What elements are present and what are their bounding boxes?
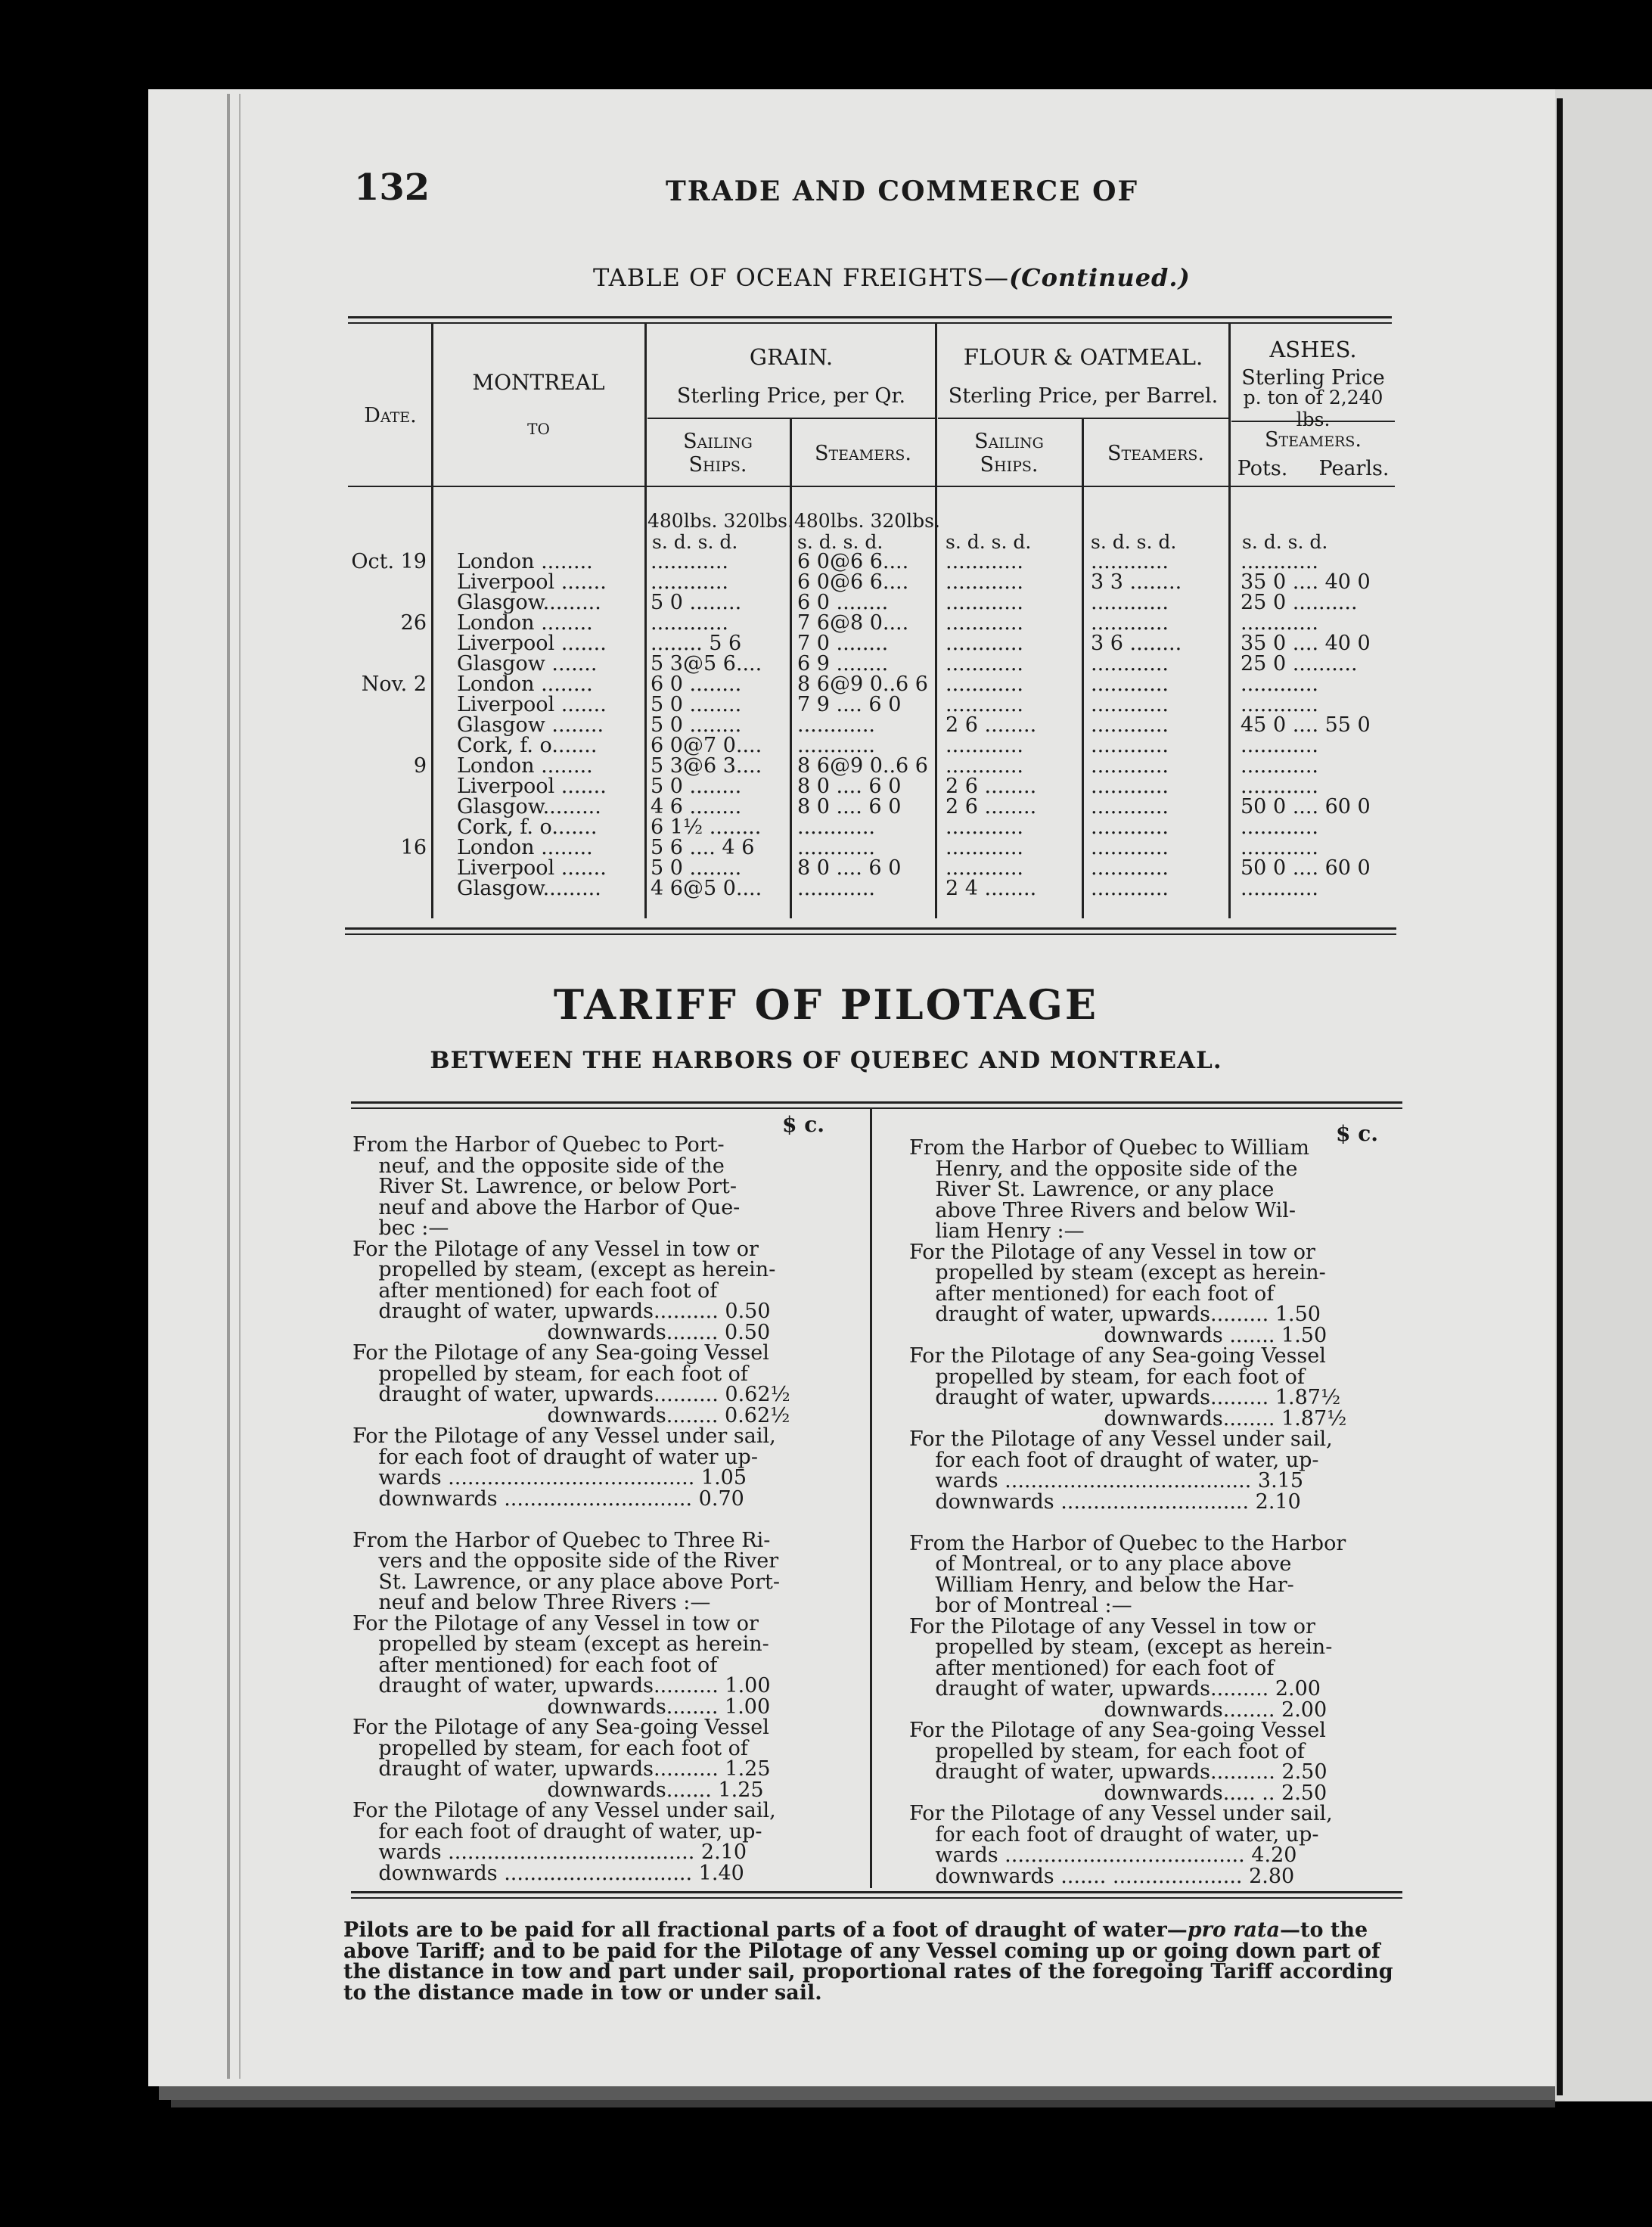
table-top-rule-2 — [348, 322, 1392, 324]
note-pro-rata: pro rata — [1187, 1918, 1280, 1942]
table-row: Nov. 2 London ........ 6 0 ........ 8 6@9 0..6 6 ............ ............ ............ — [361, 672, 1318, 696]
header-grain: GRAIN. — [749, 344, 834, 370]
unit-sd-grain-sailing: s. d. s. d. — [652, 531, 738, 553]
pilotage-top-rule-2 — [351, 1107, 1402, 1109]
header-date: Date. — [364, 404, 417, 427]
table-row: Cork, f. o....... 6 1½ ........ ............ ............ ............ ............ — [457, 815, 1318, 839]
table-row: Glasgow......... 5 0 ........ 6 0 ........ ............ ............ 25 0 .......... — [457, 591, 1358, 614]
header-ashes-steamers: Steamers. — [1265, 428, 1362, 452]
table-title-continued: (Continued.) — [1009, 263, 1191, 292]
header-to: TO — [527, 420, 550, 438]
table-row: Glasgow......... 4 6@5 0.... ............ 2 4 ........ ............ ............ — [457, 877, 1318, 900]
header-flour: FLOUR & OATMEAL. — [963, 344, 1203, 370]
pilotage-top-rule — [351, 1101, 1402, 1104]
pilotage-bottom-rule-2 — [351, 1897, 1402, 1899]
pilotage-title: TARIFF OF PILOTAGE — [553, 980, 1099, 1029]
page-stack-edge-lower — [171, 2100, 1555, 2107]
running-head: TRADE AND COMMERCE OF — [666, 175, 1139, 207]
table-row: 9 London ........ 5 3@6 3.... 8 6@9 0..6 6 ............ ............ ............ — [413, 754, 1318, 778]
table-row: Liverpool ....... ............ 6 0@6 6.... ............ 3 3 ........ 35 0 .... 40 0 — [457, 570, 1371, 594]
table-row: Glasgow ....... 5 3@5 6.... 6 9 ........ ............ ............ 25 0 .......... — [457, 652, 1358, 676]
header-grain-steamers: Steamers. — [815, 442, 911, 465]
page-number: 132 — [354, 166, 430, 209]
dollar-header-left: $ c. — [782, 1112, 825, 1137]
header-grain-sub: Sterling Price, per Qr. — [676, 384, 906, 408]
unit-sd-flour-steamers: s. d. s. d. — [1091, 531, 1177, 553]
header-pearls: Pearls. — [1318, 457, 1390, 480]
table-title: TABLE OF OCEAN FREIGHTS—(Continued.) — [593, 263, 1191, 292]
grain-sailing-weights: 480lbs. 320lbs. — [647, 510, 793, 532]
pilotage-left-column: From the Harbor of Quebec to Port- neuf, and the opposite side of the River St. Lawrence, or below Port- neuf and above the Harbor of Que- bec :— For the Pilotage of any Vessel in tow or propelled by steam, (except as herein- after mentioned) for each foot of draught of water, upwards.......... 0.50 downwards........ 0.50 For the Pilotage of any Sea-going Vessel propelled by steam, for each foot of draught of water, upwards.......... 0.62½ downwards........ 0.62½ For the Pilotage of any Vessel under sail, for each foot of draught of water up- wards ...................................... 1.05 downwards ............................. 0.70 From the Harbor of Quebec to Three Ri- vers and the opposite side of the River St. Lawrence, or any place above Port- neuf and below Three Rivers :— For the Pilotage of any Vessel in tow or propelled by steam (except as herein- after mentioned) for each foot of draught of water, upwards.......... 1.00 downwards........ 1.00 For the Pilotage of any Sea-going Vessel propelled by steam, for each foot of draught of water, upwards.......... 1.25 downwards....... 1.25 For the Pilotage of any Vessel under sail, for each foot of draught of water, up- wards ...................................... 2.10 downwards ............................. 1.40 — [352, 1133, 790, 1885]
unit-sd-flour-sailing: s. d. s. d. — [946, 531, 1032, 553]
pilotage-col-sep — [870, 1109, 872, 1888]
table-bottom-rule-2 — [345, 933, 1396, 935]
table-row: Liverpool ....... ........ 5 6 7 0 ........ ............ 3 6 ........ 35 0 .... 40 0 — [457, 632, 1371, 655]
page-stack-edge — [159, 2086, 1555, 2100]
table-row: Liverpool ....... 5 0 ........ 7 9 .... 6 0 ............ ............ ............ — [457, 693, 1318, 716]
header-montreal: MONTREAL — [472, 370, 605, 395]
pilotage-subtitle: BETWEEN THE HARBORS OF QUEBEC AND MONTREAL. — [430, 1047, 1222, 1074]
unit-sd-grain-steamers: s. d. s. d. — [797, 531, 883, 553]
table-row: Glasgow......... 4 6 ........ 8 0 .... 6 0 2 6 ........ ............ 50 0 .... 60 0 — [457, 795, 1371, 818]
page-inner-margin-line-2 — [239, 94, 241, 2079]
table-row: Cork, f. o....... 6 0@7 0.... ............ ............ ............ ............ — [457, 734, 1318, 757]
grain-steamer-weights: 480lbs. 320lbs. — [794, 510, 940, 532]
header-ashes-sub2: p. ton of 2,240 lbs. — [1243, 387, 1383, 430]
header-flour-sub: Sterling Price, per Barrel. — [948, 384, 1219, 408]
header-flour-steamers: Steamers. — [1107, 442, 1204, 465]
header-grain-sailing: Sailing Ships. — [683, 430, 753, 477]
header-flour-sailing: Sailing Ships. — [974, 430, 1044, 477]
page-gutter — [1557, 98, 1563, 2095]
unit-sd-ashes: s. d. s. d. — [1242, 531, 1328, 553]
adjacent-page — [1555, 89, 1652, 2101]
table-row: Liverpool ....... 5 0 ........ 8 0 .... 6 0 ............ ............ 50 0 .... 60 0 — [457, 856, 1371, 880]
table-top-rule — [348, 316, 1392, 318]
table-row: Oct. 19 London ........ ............ 6 0@6 6.... ............ ............ ............ — [351, 550, 1318, 573]
header-ashes: ASHES. — [1269, 337, 1357, 362]
header-pots: Pots. — [1237, 457, 1288, 480]
pilotage-right-column: From the Harbor of Quebec to William Henry, and the opposite side of the River St. Lawrence, or any place above Three Rivers and below Wil- liam Henry :— For the Pilotage of any Vessel in tow or propelled by steam (except as herein- after mentioned) for each foot of draught of water, upwards......... 1.50 downwards ....... 1.50 For the Pilotage of any Sea-going Vessel propelled by steam, for each foot of draught of water, upwards......... 1.87½ downwards........ 1.87½ For the Pilotage of any Vessel under sail, for each foot of draught of water, up- wards ...................................... 3.15 downwards ............................. 2.10 From the Harbor of Quebec to the Harbor of Montreal, or to any place above William Henry, and below the Har- bor of Montreal :— For the Pilotage of any Vessel in tow or propelled by steam, (except as herein- after mentioned) for each foot of draught of water, upwards......... 2.00 downwards........ 2.00 For the Pilotage of any Sea-going Vessel propelled by steam, for each foot of draught of water, upwards.......... 2.50 downwards..... .. 2.50 For the Pilotage of any Vessel under sail, for each foot of draught of water, up- wards ..................................... 4.20 downwards ....... .................... 2.80 — [909, 1136, 1347, 1888]
pilotage-note: Pilots are to be paid for all fractional parts of a foot of draught of water—pro rata—to the above Tariff; and to be paid for the Pilotage of any Vessel coming up or going down part of the distance in tow and part under sail, proportional rates of the foregoing Tariff according to the distance made in tow or under sail. — [343, 1918, 1393, 2005]
pilotage-bottom-rule — [351, 1891, 1402, 1893]
table-row: Glasgow ........ 5 0 ........ ............ 2 6 ........ ............ 45 0 .... 55 0 — [457, 713, 1371, 737]
dollar-header-right: $ c. — [1336, 1121, 1379, 1146]
page-inner-margin-line — [227, 94, 230, 2079]
table-bottom-rule — [345, 927, 1396, 930]
table-row: 26 London ........ ............ 7 6@8 0.... ............ ............ ............ — [400, 611, 1318, 635]
header-ashes-sub1: Sterling Price — [1241, 366, 1385, 390]
table-header-rule — [348, 486, 1395, 487]
table-row: Liverpool ....... 5 0 ........ 8 0 .... 6 0 2 6 ........ ............ ............ — [457, 775, 1318, 798]
table-row: 16 London ........ 5 6 .... 4 6 ............ ............ ............ ............ — [400, 836, 1318, 859]
